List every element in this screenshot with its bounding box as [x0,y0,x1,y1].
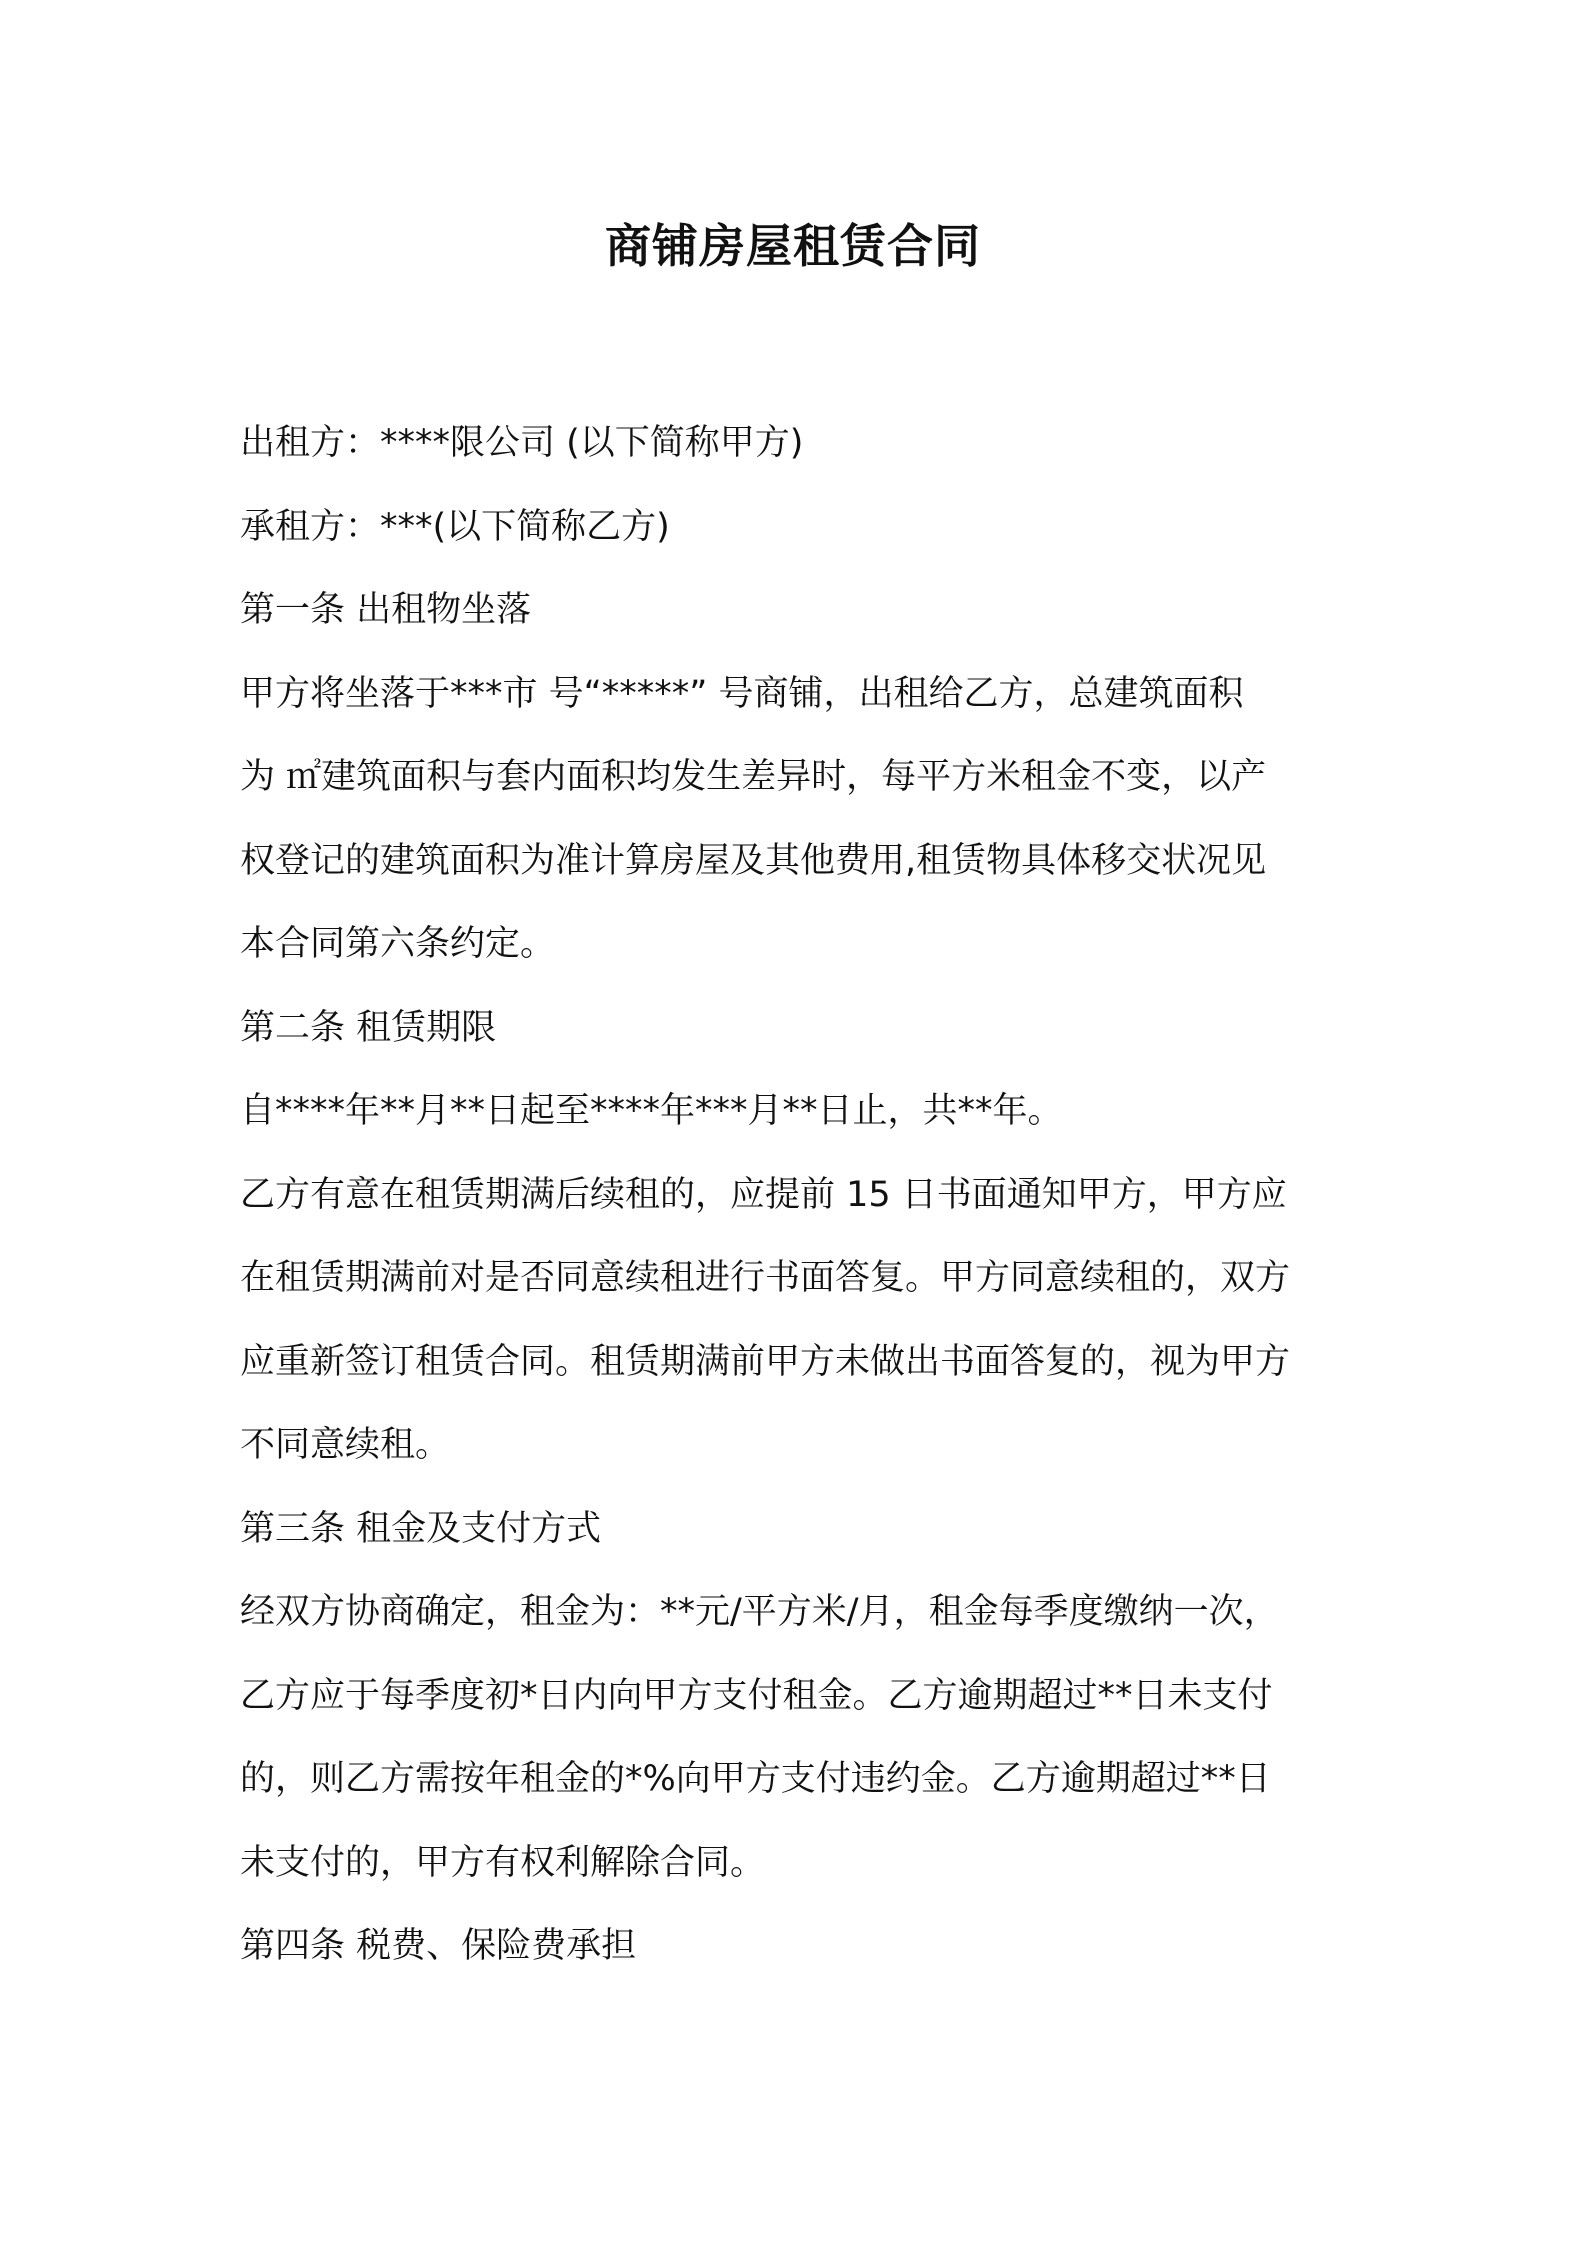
article-2-text-line: 乙方有意在租赁期满后续租的，应提前 15 日书面通知甲方，甲方应 [240,1174,1287,1215]
article-1-text-line: 权登记的建筑面积为准计算房屋及其他费用,租赁物具体移交状况见 [240,840,1267,881]
article-1-text-line: 甲方将坐落于***市 号“*****” 号商铺，出租给乙方，总建筑面积 [240,673,1244,714]
article-3-heading: 第三条 租金及支付方式 [240,1508,602,1549]
article-1-text-line: 为 ㎡建筑面积与套内面积均发生差异时，每平方米租金不变，以产 [240,757,1267,797]
article-2-text-line: 自****年**月**日起至****年***月**日止，共**年。 [240,1091,1063,1131]
article-3-text-line: 的，则乙方需按年租金的*%向甲方支付违约金。乙方逾期超过**日 [240,1759,1271,1799]
article-1-text-line: 本合同第六条约定。 [240,924,556,964]
article-3-text-line: 未支付的，甲方有权利解除合同。 [240,1842,766,1883]
lessor-line: 出租方：****限公司 (以下简称甲方) [240,423,804,463]
article-2-heading: 第二条 租赁期限 [240,1007,497,1048]
document-title: 商铺房屋租赁合同 [605,219,981,273]
article-2-text-line: 不同意续租。 [240,1425,451,1465]
article-3-text-line: 经双方协商确定，租金为：**元/平方米/月，租金每季度缴纳一次， [240,1592,1279,1632]
lessee-line: 承租方：***(以下简称乙方) [240,506,670,547]
article-4-heading: 第四条 税费、保险费承担 [240,1926,637,1966]
article-1-heading: 第一条 出租物坐落 [240,590,532,630]
article-3-text-line: 乙方应于每季度初*日内向甲方支付租金。乙方逾期超过**日未支付 [240,1675,1273,1716]
document-body [240,402,1350,1989]
article-2-text-line: 应重新签订租赁合同。租赁期满前甲方未做出书面答复的，视为甲方 [240,1341,1291,1382]
article-2-text-line: 在租赁期满前对是否同意续租进行书面答复。甲方同意续租的，双方 [240,1258,1291,1298]
